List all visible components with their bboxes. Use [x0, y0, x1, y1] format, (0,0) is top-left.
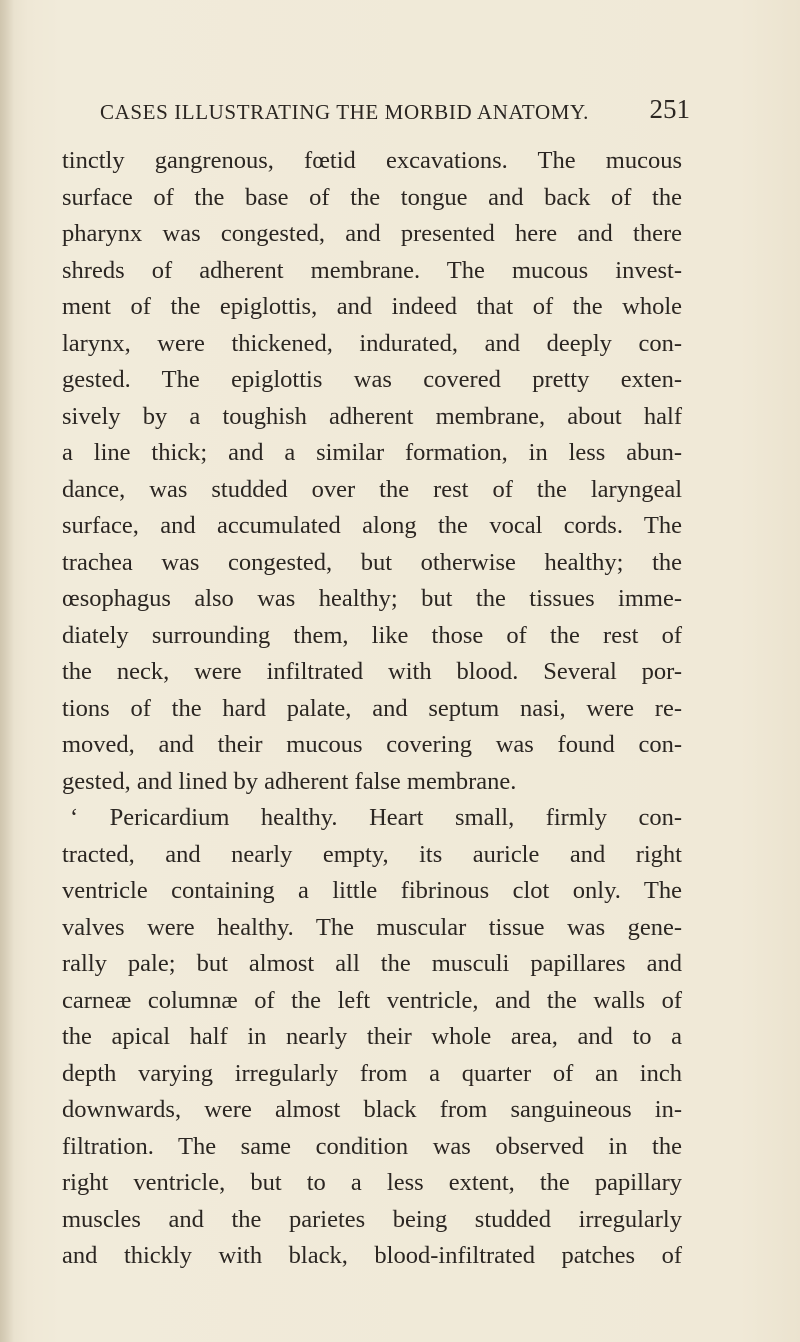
text-line: depth varying irregularly from a quarter of an inch — [62, 1059, 682, 1087]
text-line: pharynx was congested, and presented here and there — [62, 220, 682, 247]
text-line: ‘ Pericardium healthy. Heart small, firmly con- — [70, 804, 682, 831]
text-line: larynx, were thickened, indurated, and deeply con- — [62, 329, 682, 357]
text-line: downwards, were almost black from sanguineous in- — [62, 1096, 682, 1123]
text-line: the apical half in nearly their whole area, and to a — [62, 1023, 682, 1050]
text-line: surface of the base of the tongue and back of the — [62, 183, 682, 211]
text-line: right ventricle, but to a less extent, the papillary — [62, 1169, 682, 1196]
text-line: tinctly gangrenous, fœtid excavations. The mucous — [62, 147, 682, 174]
text-line: moved, and their mucous covering was found con- — [62, 731, 682, 758]
text-line: ventricle containing a little fibrinous clot only. The — [62, 877, 682, 904]
page-gutter-shadow — [0, 0, 14, 1342]
text-line: a line thick; and a similar formation, in less abun- — [62, 439, 682, 466]
text-line: dance, was studded over the rest of the laryngeal — [62, 475, 682, 503]
text-line: shreds of adherent membrane. The mucous invest- — [62, 256, 682, 284]
body-text — [62, 143, 682, 1275]
text-line: the neck, were infiltrated with blood. Several por- — [62, 658, 682, 685]
text-line: diately surrounding them, like those of the rest of — [62, 621, 682, 649]
text-line: gested. The epiglottis was covered pretty exten- — [62, 366, 682, 393]
text-line: valves were healthy. The muscular tissue was gene- — [62, 913, 682, 941]
text-line: and thickly with black, blood-infiltrated patches of — [62, 1242, 682, 1269]
text-line: muscles and the parietes being studded irregularly — [62, 1205, 682, 1233]
running-title: CASES ILLUSTRATING THE MORBID ANATOMY. — [100, 100, 589, 124]
text-line: gested, and lined by adherent false membrane. — [62, 767, 517, 795]
page-number: 251 — [649, 94, 690, 124]
text-line: tions of the hard palate, and septum nasi, were re- — [62, 694, 682, 722]
text-line: surface, and accumulated along the vocal cords. The — [62, 512, 682, 539]
text-line: ment of the epiglottis, and indeed that of the whole — [62, 293, 682, 320]
text-line: filtration. The same condition was observed in the — [62, 1132, 682, 1160]
text-line: trachea was congested, but otherwise healthy; the — [62, 548, 682, 576]
text-line: tracted, and nearly empty, its auricle and right — [62, 840, 682, 868]
text-line: œsophagus also was healthy; but the tissues imme- — [62, 585, 682, 612]
text-line: sively by a toughish adherent membrane, about half — [62, 402, 682, 430]
text-line: rally pale; but almost all the musculi papillares and — [62, 950, 682, 977]
page-header — [100, 94, 690, 140]
text-line: carneæ columnæ of the left ventricle, and the walls of — [62, 986, 682, 1014]
